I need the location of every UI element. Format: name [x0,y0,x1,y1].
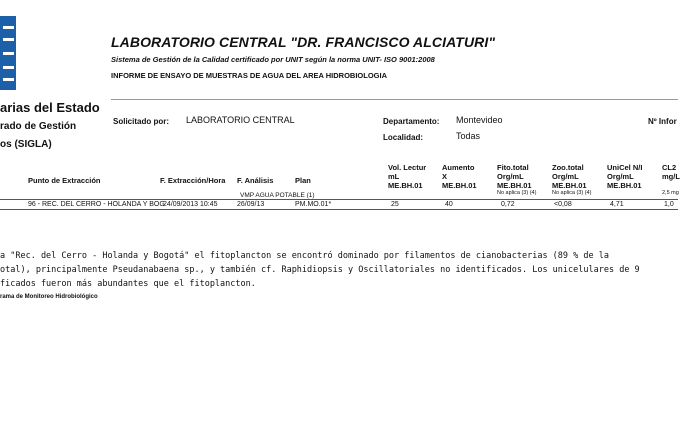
col-aumento-header-1: Aumento [442,163,475,172]
lab-title: LABORATORIO CENTRAL "DR. FRANCISCO ALCIATURI" [111,34,496,50]
row-fanalisis: 26/09/13 [237,201,265,208]
institution-logo [0,16,16,90]
report-title: INFORME DE ENSAYO DE MUESTRAS DE AGUA DEL AREA HIDROBIOLOGIA [111,71,387,80]
col-aumento-header-3: ME.BH.01 [442,181,477,190]
table-top-rule [0,199,678,200]
row-fito: 0,72 [501,201,515,208]
col-fito-header-2: Org/mL [497,172,524,181]
col-fito-header-3: ME.BH.01 [497,181,532,190]
col-zoo-header-1: Zoo.total [552,163,584,172]
row-zoo: <0,08 [554,201,572,208]
note-line-3: ficados fueron más abundantes que el fitoplancton. [0,279,256,289]
row-unicel: 4,71 [610,201,624,208]
header-divider [111,99,678,100]
org-line-2: rado de Gestión [0,121,77,132]
vmp-label: VMP AGUA POTABLE (1) [240,192,315,199]
col-vol-header-2: mL [388,172,400,181]
col-fito-header-4: No aplica (3) (4) [497,190,537,196]
col-unicel-header-2: Org/mL [607,172,634,181]
col-zoo-header-3: ME.BH.01 [552,181,587,190]
localidad-label: Localidad: [383,133,424,142]
org-line-3: os (SIGLA) [0,139,52,150]
col-fextraccion-header: F. Extracción/Hora [160,176,226,185]
quality-line: Sistema de Gestión de la Calidad certificado por UNIT según la norma UNIT- ISO 9001:2008 [111,55,435,64]
row-fextraccion: 24/09/2013 10:45 [163,201,218,208]
col-cl2-header-4: 2,5 mg [662,190,679,196]
informe-label: Nº Infor [648,117,677,126]
col-unicel-header-1: UniCel N/I [607,163,643,172]
col-vol-header-1: Vol. Lectur [388,163,427,172]
col-fito-header-1: Fito.total [497,163,529,172]
col-zoo-header-4: No aplica (3) (4) [552,190,592,196]
solicitado-label: Solicitado por: [113,117,169,126]
col-fanalisis-header: F. Análisis [237,176,274,185]
note-line-2: otal), principalmente Pseudanabaena sp., y también cf. Raphidiopsis y Oscillatoriales no identificados. Los unicelulares de 9 [0,265,640,275]
table-bottom-rule [0,209,678,210]
solicitado-value: LABORATORIO CENTRAL [186,115,295,125]
row-aumento: 40 [445,201,453,208]
org-line-1: arias del Estado [0,100,100,115]
note-line-1: a "Rec. del Cerro - Holanda y Bogotá" el fitoplancton se encontró dominado por filamentos de cianobacterias (89 % de la [0,251,609,261]
col-plan-header: Plan [295,176,311,185]
col-unicel-header-3: ME.BH.01 [607,181,642,190]
row-plan: PM.MO.01* [295,201,332,208]
col-cl2-header-2: mg/L [662,172,680,181]
departamento-label: Departamento: [383,117,440,126]
row-punto: 96 - REC. DEL CERRO - HOLANDA Y BOG [28,201,165,208]
departamento-value: Montevideo [456,115,503,125]
row-vol: 25 [391,201,399,208]
row-cl2: 1,0 [664,201,674,208]
col-aumento-header-2: X [442,172,448,181]
col-punto-header: Punto de Extracción [28,176,101,185]
col-vol-header-3: ME.BH.01 [388,181,423,190]
footer-note: rama de Monitoreo Hidrobiológico [0,294,98,300]
col-cl2-header-1: CL2 [662,163,677,172]
localidad-value: Todas [456,131,481,141]
col-zoo-header-2: Org/mL [552,172,579,181]
